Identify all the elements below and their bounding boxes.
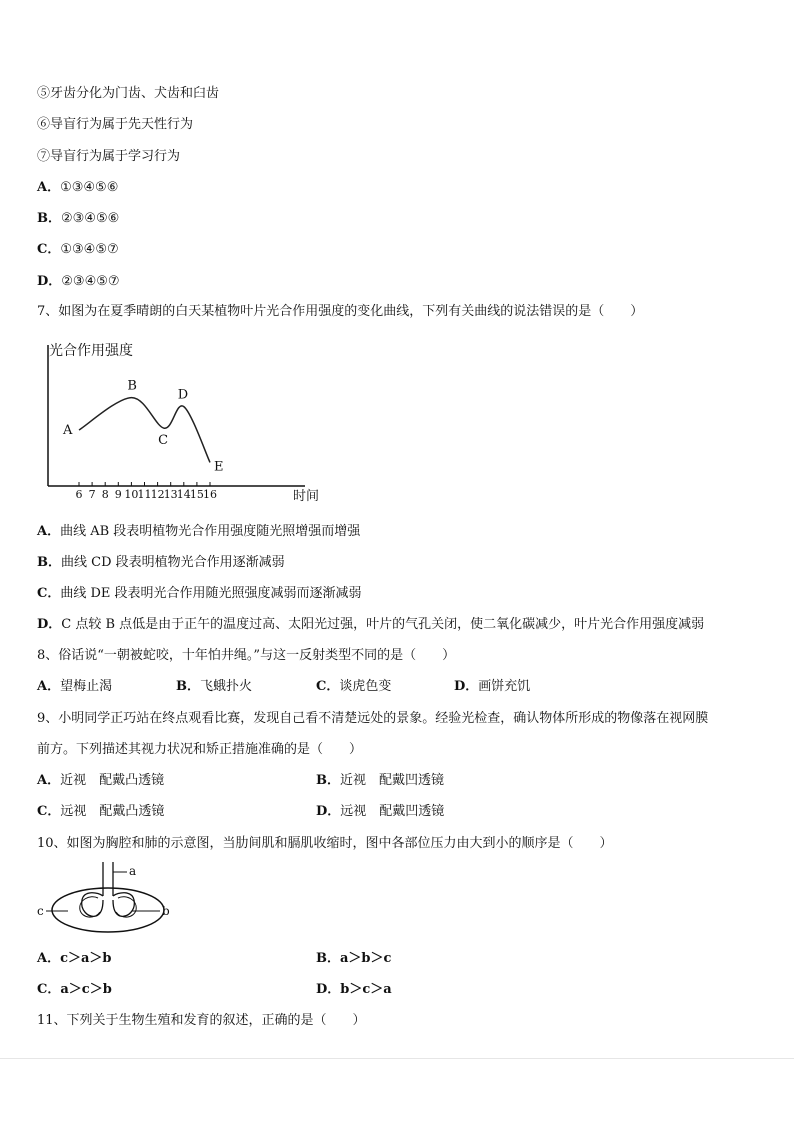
option-label: A． xyxy=(37,679,61,694)
q9-option-a xyxy=(37,772,164,790)
trachea xyxy=(103,862,113,896)
point-label-c: C xyxy=(158,433,169,449)
q6-item-6: ⑥导盲行为属于先天性行为 xyxy=(37,117,194,132)
q9-option-d xyxy=(316,803,444,821)
x-tick-label: 8 xyxy=(101,488,109,501)
option-label: B． xyxy=(316,773,340,788)
option-text: ②③④⑤⑦ xyxy=(61,274,120,289)
point-label-a: A xyxy=(63,423,73,438)
option-text: 远视 配戴凹透镜 xyxy=(340,804,445,819)
x-tick-label: 16 xyxy=(203,488,217,501)
q6-option-c xyxy=(37,241,119,259)
q7-stem: 7、如图为在夏季晴朗的白天某植物叶片光合作用强度的变化曲线，下列有关曲线的说法错误的是（ ） xyxy=(37,304,644,319)
x-tick-label: 7 xyxy=(88,488,96,501)
q10-option-d xyxy=(316,981,392,999)
q9-option-c xyxy=(37,803,164,821)
q7-option-d xyxy=(37,616,704,634)
option-text: ①③④⑤⑥ xyxy=(60,180,119,195)
option-label: D． xyxy=(454,679,479,694)
option-label: A． xyxy=(37,180,61,195)
option-text: 近视 配戴凹透镜 xyxy=(340,773,445,788)
q8-option-a xyxy=(37,678,112,696)
option-label: B． xyxy=(176,679,200,694)
option-text: ①③④⑤⑦ xyxy=(60,242,119,257)
option-label: A． xyxy=(37,951,61,966)
q10-thorax-lung-diagram xyxy=(32,860,182,935)
thoracic-cavity xyxy=(52,888,164,932)
option-text: c＞a＞b xyxy=(60,951,112,966)
point-label-d: D xyxy=(177,387,189,403)
label-a: a xyxy=(129,864,137,878)
q7-option-c xyxy=(37,585,362,603)
q8-option-d xyxy=(454,678,530,696)
x-tick-label: 13 xyxy=(163,488,178,501)
option-text: 远视 配戴凸透镜 xyxy=(60,804,165,819)
x-tick-label: 10 xyxy=(124,488,139,501)
option-label: D． xyxy=(316,982,341,997)
option-label: B． xyxy=(316,951,340,966)
x-tick-label: 15 xyxy=(189,488,204,501)
option-text: C 点较 B 点低是由于正午的温度过高、太阳光过强，叶片的气孔关闭，使二氧化碳减少，叶片光合作用强度减弱 xyxy=(61,617,705,632)
option-text: 近视 配戴凸透镜 xyxy=(60,773,165,788)
photosynthesis-curve xyxy=(79,398,210,463)
q6-item-5: ⑤牙齿分化为门齿、犬齿和臼齿 xyxy=(37,86,220,101)
point-label-e: E xyxy=(214,459,224,475)
option-label: C． xyxy=(37,242,61,257)
q10-option-c xyxy=(37,981,112,999)
x-axis-label: 时间 xyxy=(293,489,320,504)
option-label: C． xyxy=(316,679,340,694)
q8-stem: 8、俗话说“一朝被蛇咬，十年怕井绳。”与这一反射类型不同的是（ ） xyxy=(37,648,456,663)
option-label: C． xyxy=(37,982,61,997)
option-text: 曲线 AB 段表明植物光合作用强度随光照增强而增强 xyxy=(60,524,361,539)
q9-option-b xyxy=(316,772,444,790)
q10-stem: 10、如图为胸腔和肺的示意图，当肋间肌和膈肌收缩时，图中各部位压力由大到小的顺序是（ ） xyxy=(37,836,613,851)
q6-option-a xyxy=(37,179,118,197)
q6-option-b xyxy=(37,210,119,228)
left-lung xyxy=(80,897,100,917)
q8-option-b xyxy=(176,678,252,696)
option-text: a＞c＞b xyxy=(60,982,112,997)
option-label: B． xyxy=(37,555,61,570)
option-text: 望梅止渴 xyxy=(60,679,113,694)
x-tick-label: 14 xyxy=(176,488,191,501)
y-axis-label: 光合作用强度 xyxy=(49,343,133,359)
page-divider xyxy=(0,1058,794,1059)
q9-stem-line-1: 9、小明同学正巧站在终点观看比赛，发现自己看不清楚远处的景象。经验光检查，确认物体所形成的物像落在视网膜 xyxy=(37,711,709,726)
point-label-b: B xyxy=(127,378,137,394)
option-text: 画饼充饥 xyxy=(478,679,531,694)
option-text: 谈虎色变 xyxy=(339,679,392,694)
q10-option-a xyxy=(37,950,112,968)
q9-stem-line-2: 前方。下列描述其视力状况和矫正措施准确的是（ ） xyxy=(37,742,363,757)
right-lung xyxy=(116,897,136,917)
option-text: b＞c＞a xyxy=(340,982,392,997)
option-label: D． xyxy=(37,274,62,289)
q8-option-c xyxy=(316,678,391,696)
option-label: D． xyxy=(37,617,62,632)
option-text: ②③④⑤⑥ xyxy=(61,211,120,226)
q7-photosynthesis-chart xyxy=(30,335,340,510)
option-label: C． xyxy=(37,804,61,819)
label-c: c xyxy=(37,904,44,918)
x-tick-label: 9 xyxy=(114,488,122,501)
x-tick-label: 12 xyxy=(150,488,165,501)
q7-option-a xyxy=(37,523,360,541)
q7-option-b xyxy=(37,554,285,572)
label-b: b xyxy=(162,904,170,918)
option-label: D． xyxy=(316,804,341,819)
option-text: 飞蛾扑火 xyxy=(200,679,253,694)
option-label: C． xyxy=(37,586,61,601)
option-text: 曲线 DE 段表明光合作用随光照强度减弱而逐渐减弱 xyxy=(60,586,362,601)
q10-option-b xyxy=(316,950,391,968)
option-label: A． xyxy=(37,524,61,539)
q6-item-7: ⑦导盲行为属于学习行为 xyxy=(37,149,181,164)
x-tick-label: 11 xyxy=(137,488,152,501)
option-text: a＞b＞c xyxy=(340,951,392,966)
q6-option-d xyxy=(37,273,120,291)
q11-stem: 11、下列关于生物生殖和发育的叙述，正确的是（ ） xyxy=(37,1013,366,1028)
option-label: A． xyxy=(37,773,61,788)
option-label: B． xyxy=(37,211,61,226)
option-text: 曲线 CD 段表明植物光合作用逐渐减弱 xyxy=(61,555,285,570)
x-tick-label: 6 xyxy=(75,488,83,501)
